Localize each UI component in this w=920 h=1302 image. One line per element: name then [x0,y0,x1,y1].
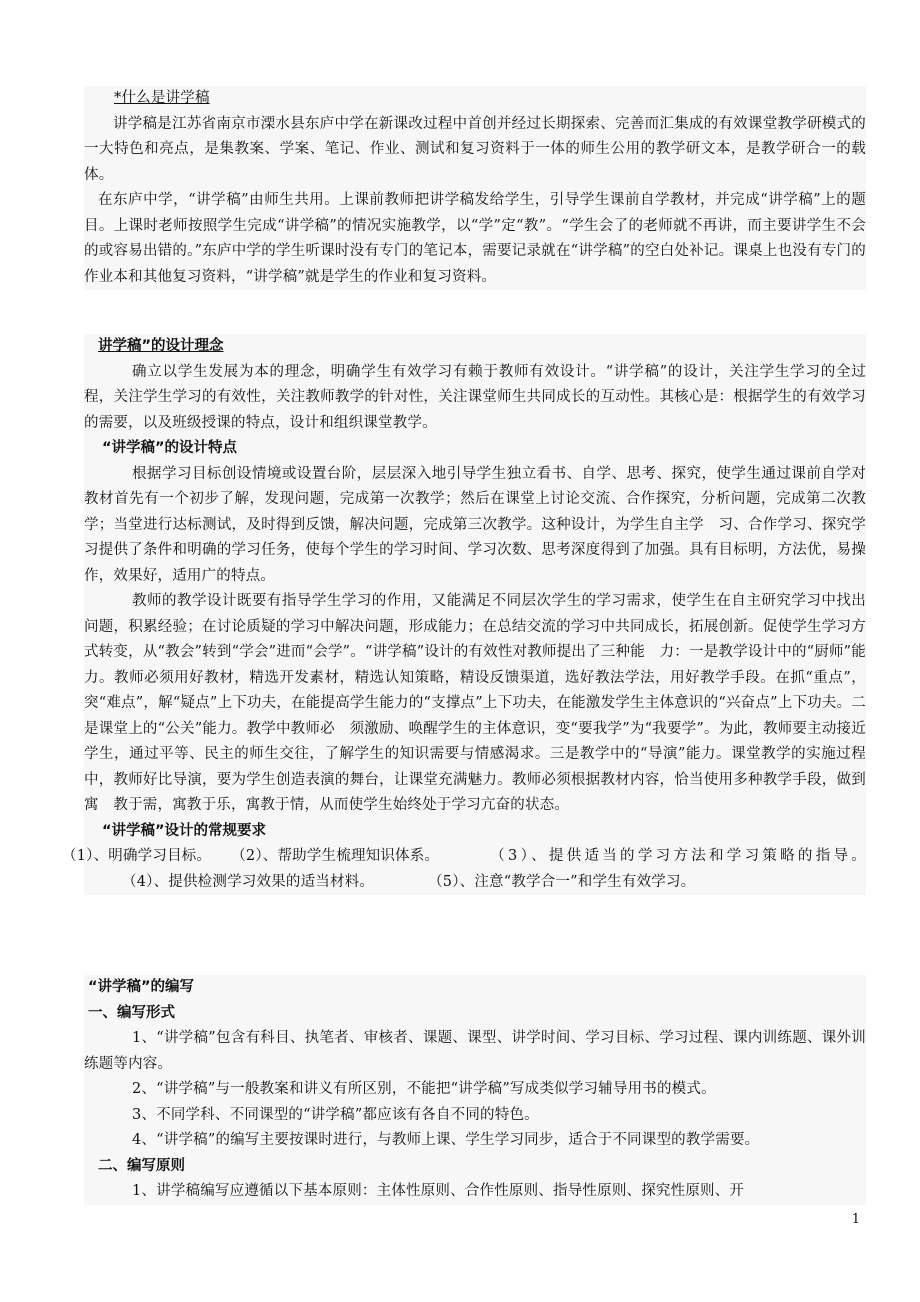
list-item: 1、讲学稿编写应遵循以下基本原则：主体性原则、合作性原则、指导性原则、探究性原则、开 [132,1183,745,1199]
list-item: （5）、注意“教学合一”和学生有效学习。 [428,873,696,890]
list-item: 4、“讲学稿”的编写主要按课时进行，与教师上课、学生学习同步，适合于不同课型的教学需要。 [132,1132,760,1148]
section-design [62,334,866,895]
list-item: 1、“讲学稿”包含有科目、执笔者、审核者、课题、课型、讲学时间、学习目标、学习过程、课内训练题、课外训练题等内容。 [84,1030,866,1072]
section-what-is [84,86,866,290]
section-writing [84,975,866,1205]
subsection-title: “讲学稿”的设计特点 [102,440,238,456]
paragraph: 根据学习目标创设情境或设置台阶，层层深入地引导学生独立看书、自学、思考、探究，使学生通过课前自学对教材首先有一个初步了解，发现问题，完成第一次教学；然后在课堂上讨论交流、合作探究，分析问题，完成第二次教学；当堂进行达标测试，及时得到反馈，解决问题，完成第三次教学。这种设计，为学生自主学 习、合作学习、探究学习提供了条件和明确的学习任务，使每个学生的学习时间、学习次数、思考深度得到了加强。具有目标明，方法优，易操作，效果好，适用广的特点。 [84,465,866,584]
section-title: *什么是讲学稿 [114,90,210,106]
requirements-list [62,844,866,895]
paragraph: 教师的教学设计既要有指导学生学习的作用，又能满足不同层次学生的学习需求，使学生在自主研究学习中找出问题，积累经验；在讨论质疑的学习中解决问题，形成能力；在总结交流的学习中共同成长，拓展创新。促使学生学习方式转变，从“教会”转到“学会”进而“会学”。“讲学稿”设计的有效性对教师提出了三种能 力：一是教学设计中的“厨师”能力。教师必须用好教材，精选开发素材，精选认知策略，精设反馈渠道，选好教法学法，用好教学手段。在抓“重点”，突“难点”，解“疑点”上下功夫，在能提高学生能力的“支撑点”上下功夫，在能激发学生主体意识的“兴奋点”上下功夫。二是课堂上的“公关”能力。教学中教师必 须激励、唤醒学生的主体意识，变“要我学”为“我要学”。为此，教师要主动接近学生，通过平等、民主的师生交往，了解学生的知识需要与情感渴求。三是教学中的“导演”能力。课堂教学的实施过程中，教师好比导演，要为学生创造表演的舞台，让课堂充满魅力。教师必须根据教材内容，恰当使用多种教学手段，做到寓 教于需，寓教于乐，寓教于情，从而使学生始终处于学习亢奋的状态。 [84,593,866,813]
subsection-title: “讲学稿”设计的常规要求 [102,822,267,839]
paragraph: 确立以学生发展为本的理念，明确学生有效学习有赖于教师有效设计。“讲学稿”的设计，关注学生学习的全过程，关注学生学习的有效性，关注教师教学的针对性，关注课堂师生共同成长的互动性。其核心是：根据学生的有效学习的需要，以及班级授课的特点，设计和组织课堂教学。 [84,363,866,431]
list-item: （2）、帮助学生梳理知识体系。 [231,848,440,864]
list-item: 3、不同学科、不同课型的“讲学稿”都应该有各自不同的特色。 [132,1106,539,1123]
paragraph: 讲学稿是江苏省南京市溧水县东庐中学在新课改过程中首创并经过长期探索、完善而汇集成的有效课堂教学研模式的一大特色和亮点，是集教案、学案、笔记、作业、测试和复习资料于一体的师生公用的教学研文本，是教学研合一的载体。 [84,115,866,183]
list-item: 2、“讲学稿”与一般教案和讲义有所区别，不能把“讲学稿”写成类似学习辅导用书的模式。 [132,1081,716,1097]
page-number: 1 [851,1212,860,1227]
section-title: 讲学稿”的设计理念 [98,338,224,354]
list-item: （3）、提供适当的学习方法和学习策略的指导。 [487,848,866,864]
paragraph: 在东庐中学，“讲学稿”由师生共用。上课前教师把讲学稿发给学生，引导学生课前自学教材，并完成“讲学稿”上的题目。上课时老师按照学生完成“讲学稿”的情况实施教学，以“学”定“教”。“学生会了的老师就不再讲，而主要讲学生不会的或容易出错的。”东庐中学的学生听课时没有专门的笔记本，需要记录就在“讲学稿”的空白处补记。课桌上也没有专门的作业本和其他复习资料，“讲学稿”就是学生的作业和复习资料。 [84,192,866,285]
subsection-title: 二、编写原则 [98,1157,185,1174]
section-title: “讲学稿”的编写 [88,979,195,995]
list-item: （4）、提供检测学习效果的适当材料。 [122,873,375,890]
list-item: （1）、明确学习目标。 [62,848,212,864]
subsection-title: 一、编写形式 [88,1004,175,1021]
